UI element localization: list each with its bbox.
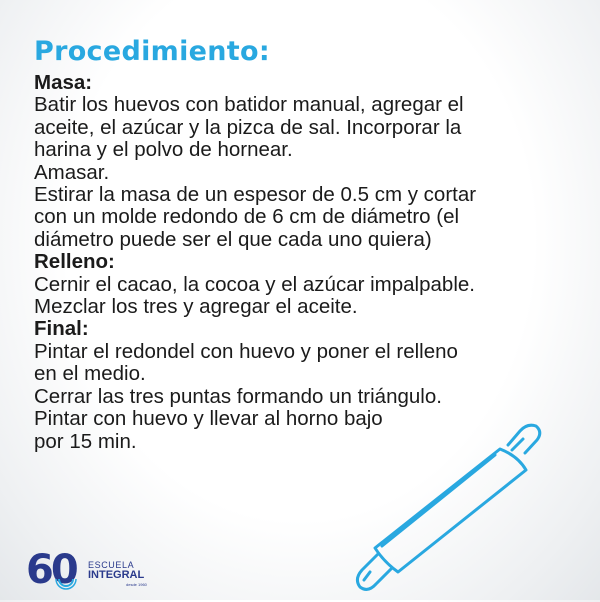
final-line: Pintar con huevo y llevar al horno bajo bbox=[34, 407, 383, 431]
masa-line: harina y el polvo de hornear. bbox=[34, 138, 293, 162]
page-title: Procedimiento: bbox=[34, 36, 270, 67]
final-line: Pintar el redondel con huevo y poner el relleno bbox=[34, 339, 458, 363]
final-line: Cerrar las tres puntas formando un triángulo. bbox=[34, 384, 442, 408]
masa-line: diámetro puede ser el que cada uno quiera) bbox=[34, 227, 432, 251]
masa-line: Amasar. bbox=[34, 160, 110, 184]
final-line: en el medio. bbox=[34, 362, 146, 386]
section-heading-final: Final: bbox=[34, 317, 89, 341]
section-heading-relleno: Relleno: bbox=[34, 250, 115, 274]
rolling-pin-icon bbox=[340, 412, 550, 602]
relleno-line: Mezclar los tres y agregar el aceite. bbox=[34, 295, 358, 319]
escuela-integral-logo bbox=[26, 548, 176, 592]
relleno-line: Cernir el cacao, la cocoa y el azúcar impalpable. bbox=[34, 272, 475, 296]
logo-number: 60 bbox=[26, 547, 76, 593]
final-line: por 15 min. bbox=[34, 429, 137, 453]
logo-tagline: desde 1960 bbox=[126, 582, 147, 587]
masa-line: con un molde redondo de 6 cm de diámetro (el bbox=[34, 205, 460, 229]
procedure-body bbox=[34, 72, 564, 453]
masa-line: Batir los huevos con batidor manual, agregar el bbox=[34, 93, 464, 117]
masa-line: aceite, el azúcar y la pizca de sal. Incorporar la bbox=[34, 115, 462, 139]
section-heading-masa: Masa: bbox=[34, 71, 93, 94]
logo-integral: INTEGRAL bbox=[88, 569, 145, 581]
logo-escuela: ESCUELA bbox=[88, 560, 135, 570]
masa-line: Estirar la masa de un espesor de 0.5 cm y cortar bbox=[34, 183, 477, 207]
logo-arcs-icon bbox=[26, 548, 86, 592]
